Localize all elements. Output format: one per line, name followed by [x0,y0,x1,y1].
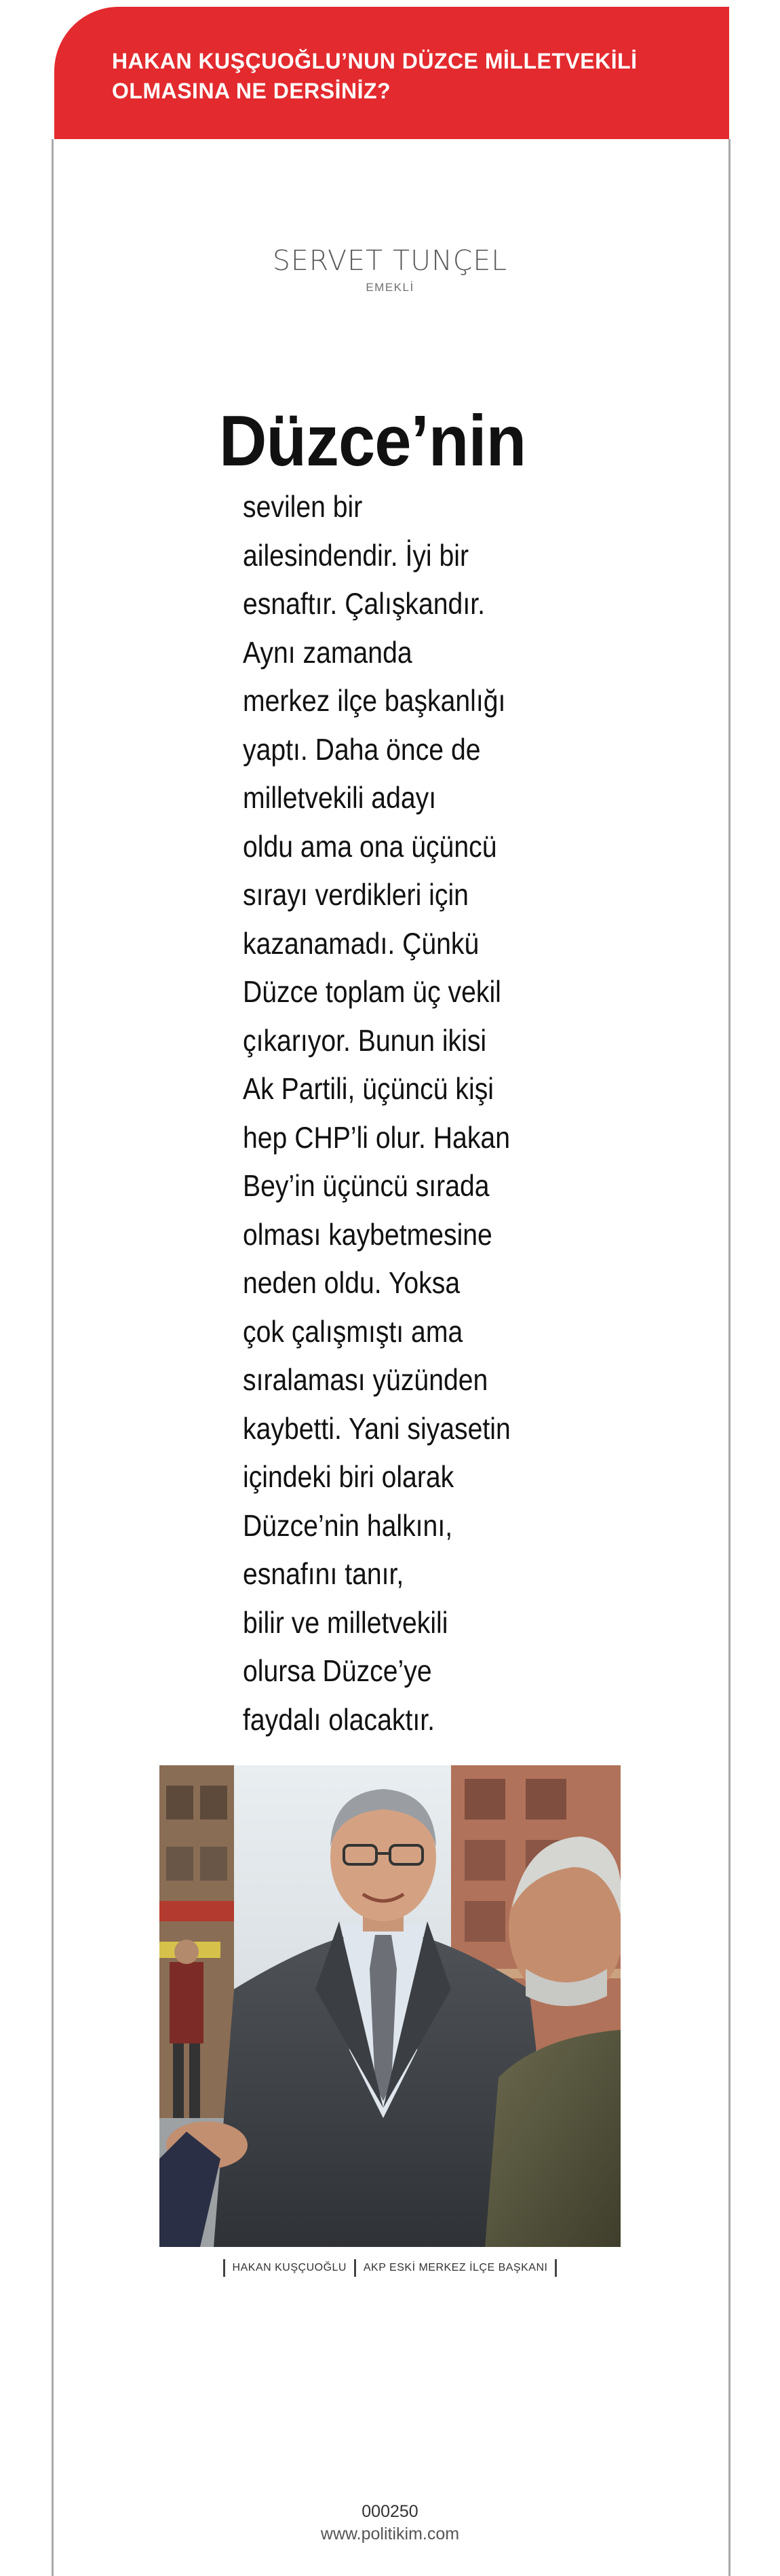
article-line: ailesindendir. İyi bir [243,539,469,573]
caption-name: HAKAN KUŞÇUOĞLU [232,2262,347,2273]
author-role: EMEKLİ [366,281,414,294]
article-line: Düzce’nin halkını, [243,1509,453,1543]
caption-divider [354,2259,356,2277]
article-line: esnafını tanır, [243,1558,404,1591]
photo-illustration [159,1765,621,2247]
author-name: SERVET TUNÇEL [272,244,508,277]
article-line: yaptı. Daha önce de [243,733,481,767]
article-line: oldu ama ona üçüncü [243,830,497,864]
article-lead-word: Düzce’nin [219,401,526,481]
article-line: Aynı zamanda [243,636,412,670]
page-number: 000250 [362,2502,418,2521]
article-line: sıralaması yüzünden [243,1364,488,1397]
author-block [0,244,780,294]
article-line: Düzce toplam üç vekil [243,976,501,1009]
article-photo [159,1765,621,2247]
article-line: sevilen bir [243,491,363,524]
article-line: kazanamadı. Çünkü [243,927,480,961]
caption-title: AKP ESKİ MERKEZ İLÇE BAŞKANI [363,2262,548,2273]
article-line: Ak Partili, üçüncü kişi [243,1073,494,1106]
website-link[interactable]: www.politikim.com [320,2524,460,2543]
left-border-line [52,139,54,2576]
article-line: içindeki biri olarak [243,1461,454,1494]
article-line: esnaftır. Çalışkandır. [243,588,485,621]
article-line: olursa Düzce’ye [243,1655,432,1688]
photo-caption [0,2259,780,2277]
caption-divider [223,2259,225,2277]
article-body [243,483,555,1744]
page-footer [0,2501,780,2545]
article-line: çıkarıyor. Bunun ikisi [243,1024,487,1058]
article-line: sırayı verdikleri için [243,879,469,912]
article-line: bilir ve milletvekili [243,1606,448,1640]
article-line: neden oldu. Yoksa [243,1267,461,1300]
article-line: kaybetti. Yani siyasetin [243,1412,511,1446]
article-line: milletvekili adayı [243,782,437,815]
article-line: Bey’in üçüncü sırada [243,1170,490,1203]
article-line: hep CHP’li olur. Hakan [243,1121,510,1155]
article-line: çok çalışmıştı ama [243,1315,463,1349]
article-line: olması kaybetmesine [243,1218,492,1252]
caption-divider [555,2259,557,2277]
article-line: faydalı olacaktır. [243,1703,435,1737]
banner-title: HAKAN KUŞÇUOĞLU’NUN DÜZCE MİLLETVEKİLİ OLMASINA NE DERSİNİZ? [112,49,638,103]
header-banner [54,7,729,139]
article-line: merkez ilçe başkanlığı [243,685,506,718]
right-border-line [728,139,730,2576]
